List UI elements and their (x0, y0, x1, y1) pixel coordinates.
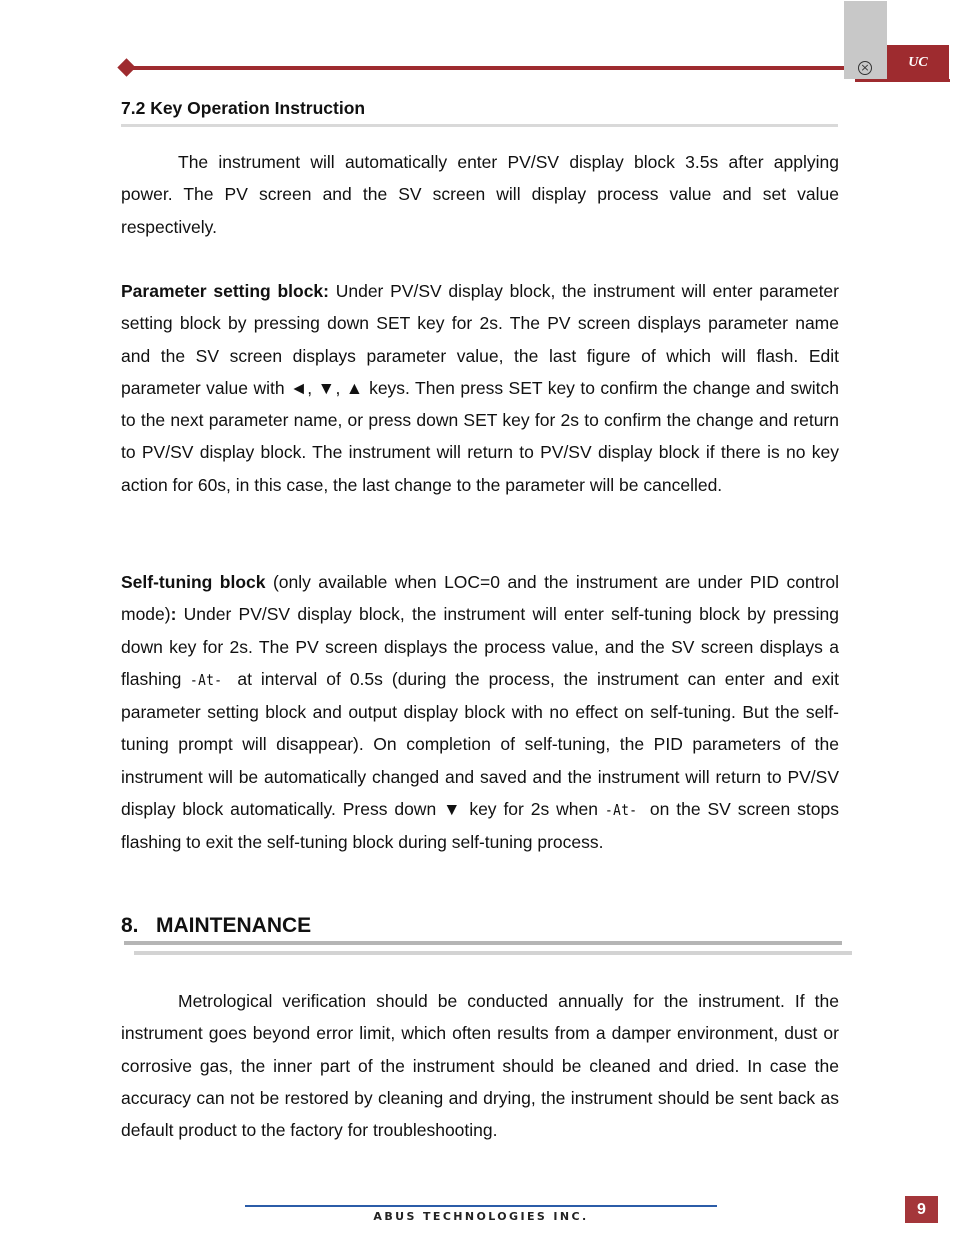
segment-code: -At- (190, 670, 223, 689)
header-diamond (117, 58, 135, 76)
self-tuning-colon: : (170, 604, 177, 625)
parameter-paragraph (121, 275, 839, 501)
heading-rule-shadow (134, 951, 852, 955)
segment-code: -At- (604, 801, 638, 820)
circle-x-icon: × (858, 61, 872, 75)
self-tuning-text-1: Under PV/SV display block, the instrument will enter self-tuning block by pressing down key for 2s. The PV screen displays the process value, and the SV screen displays a flashing (121, 604, 839, 689)
intro-text: The instrument will automatically enter PV/SV display block 3.5s after applying power. The PV screen and the SV screen will display process value and set value respectively. (121, 152, 839, 237)
section-rule (121, 124, 838, 127)
header-rule (128, 66, 844, 70)
badge-underline (855, 79, 950, 82)
maintenance-text: Metrological verification should be conducted annually for the instrument. If the instrument goes beyond error limit, which often results from a damper environment, dust or corrosive gas, the inner part of the instrument should be cleaned and dried. In case the accuracy can not be restored by cleaning and drying, the instrument should be sent back as default product to the factory for troubleshooting. (121, 991, 839, 1141)
parameter-text: Under PV/SV display block, the instrument will enter parameter setting block by pressing down SET key for 2s. The PV screen displays parameter name and the SV screen displays parameter value, the last figure of which will flash. Edit parameter value with ◄, ▼, ▲ keys. Then press SET key to confirm the change and switch to the next parameter name, or press down SET key for 2s to confirm the change and return to PV/SV display block. The instrument will return to PV/SV display block if there is no key action for 60s, in this case, the last change to the parameter will be cancelled. (121, 281, 839, 495)
footer-company: ABUS TECHNOLOGIES INC. (373, 1210, 589, 1223)
self-tuning-label: Self-tuning block (121, 572, 266, 592)
parameter-label: Parameter setting block: (121, 281, 329, 301)
page-number: 9 (905, 1196, 938, 1223)
section-title: 7.2 Key Operation Instruction (121, 98, 366, 118)
maintenance-heading: 8. MAINTENANCE (121, 914, 312, 937)
maintenance-paragraph (121, 985, 839, 1146)
heading-rule (124, 941, 842, 945)
self-tuning-text-2: at interval of 0.5s (during the process, the instrument can enter and exit parameter setting block and output display block with no effect on self-tuning. But the self-tuning prompt will disappear). On completion of self-tuning, the PID parameters of the instrument will be automatically changed and saved and the instrument will return to PV/SV display block automatically. Press down ▼ key for 2s when (121, 668, 839, 820)
self-tuning-paren: (only available when LOC=0 and the instrument are under PID control mode) (121, 572, 839, 625)
intro-paragraph (121, 146, 839, 243)
self-tuning-text-3: on the SV screen stops flashing to exit the self-tuning block during self-tuning process. (121, 799, 839, 853)
footer-rule (245, 1205, 717, 1207)
header-badge: UC (887, 45, 949, 82)
self-tuning-paragraph (121, 566, 839, 859)
